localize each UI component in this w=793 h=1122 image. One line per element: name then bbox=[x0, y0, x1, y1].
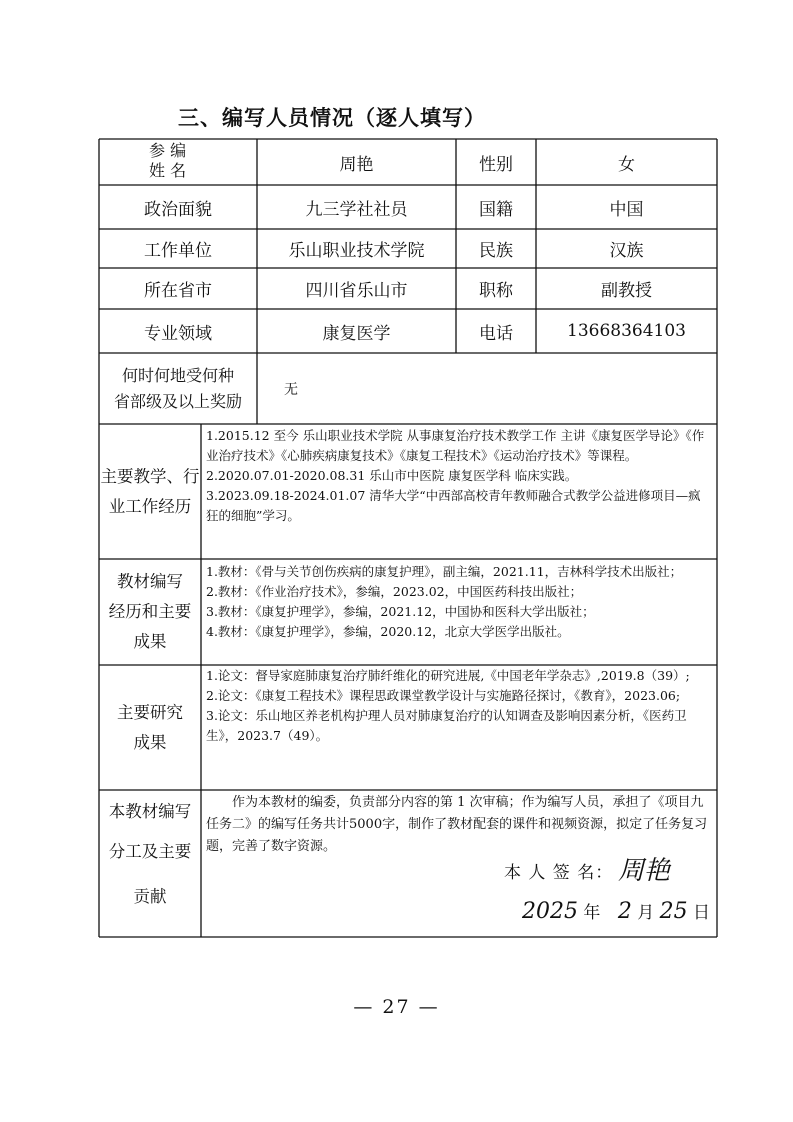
work-unit-value: 乐山职业技术学院 bbox=[288, 241, 425, 261]
awards-label bbox=[99, 353, 257, 424]
textbook-label-line-3: 成果 bbox=[133, 632, 167, 651]
ethnicity-label: 民族 bbox=[479, 241, 513, 261]
textbook-label bbox=[99, 559, 201, 665]
experience-label-line-1: 主要教学、行 bbox=[100, 466, 200, 486]
experience-list bbox=[206, 426, 711, 526]
experience-item: 3.2023.09.18-2024.01.07 清华大学“中西部高校青年教师融合式教学公益进修项目—疯狂的细胞”学习。 bbox=[206, 488, 701, 523]
research-item: 1.论文：督导家庭肺康复治疗肺纤维化的研究进展,《中国老年学杂志》,2019.8（39）; bbox=[206, 668, 690, 683]
province-label: 所在省市 bbox=[144, 281, 212, 301]
signature-date bbox=[522, 898, 710, 924]
name-label-top: 参 编 bbox=[149, 141, 187, 160]
research-item: 2.论文：《康复工程技术》课程思政课堂教学设计与实施路径探讨，《教育》，2023.06; bbox=[206, 688, 681, 703]
political-label: 政治面貌 bbox=[144, 199, 212, 220]
awards-value: 无 bbox=[284, 381, 298, 398]
date-year-suffix: 年 bbox=[583, 903, 601, 923]
textbook-label-line-1: 教材编写 bbox=[117, 572, 183, 591]
date-day: 25 bbox=[659, 899, 688, 924]
signature: 周艳 bbox=[618, 856, 671, 886]
textbook-item: 4.教材：《康复护理学》，参编，2020.12，北京大学医学出版社。 bbox=[206, 624, 570, 639]
nationality-label: 国籍 bbox=[479, 199, 513, 220]
research-label-line-1: 主要研究 bbox=[117, 702, 183, 722]
name-label bbox=[99, 141, 257, 183]
research-list bbox=[206, 666, 711, 746]
research-label bbox=[99, 665, 201, 790]
phone-label: 电话 bbox=[479, 323, 513, 344]
phone-value: 13668364103 bbox=[567, 321, 686, 341]
experience-label-line-2: 业工作经历 bbox=[108, 496, 192, 516]
page-number: — 27 — bbox=[353, 996, 440, 1018]
contribution-label-line-2: 分工及主要 bbox=[108, 842, 192, 861]
experience-label bbox=[99, 424, 201, 559]
name-label-bottom: 姓 名 bbox=[149, 161, 187, 180]
research-label-line-2: 成果 bbox=[133, 732, 167, 752]
gender-value: 女 bbox=[618, 154, 635, 175]
section-title: 三、编写人员情况（逐人填写） bbox=[178, 106, 486, 130]
contribution-text: 作为本教材的编委，负责部分内容的第 1 次审稿；作为编写人员，承担了《项目九任务二》的编写任务共计5000字，制作了教材配套的课件和视频资源，拟定了任务复习题，完善了数字资源。 bbox=[206, 795, 708, 854]
date-month-suffix: 月 bbox=[637, 903, 655, 923]
contribution-label-line-1: 本教材编写 bbox=[108, 802, 192, 821]
textbook-item: 3.教材：《康复护理学》，参编，2021.12，中国协和医科大学出版社； bbox=[206, 604, 595, 619]
textbook-list bbox=[206, 562, 711, 642]
experience-item: 1.2015.12 至今 乐山职业技术学院 从事康复治疗技术教学工作 主讲《康复医学导论》《作业治疗技术》《心肺疾病康复技术》《康复工程技术》《运动治疗技术》等课程。 bbox=[206, 428, 705, 463]
experience-item: 2.2020.07.01-2020.08.31 乐山市中医院 康复医学科 临床实践。 bbox=[206, 468, 578, 483]
awards-label-line-1: 何时何地受何种 bbox=[121, 365, 234, 385]
gender-label: 性别 bbox=[479, 154, 513, 175]
date-year: 2025 bbox=[522, 899, 578, 924]
title-value: 副教授 bbox=[601, 281, 652, 301]
political-value: 九三学社社员 bbox=[305, 199, 408, 220]
ethnicity-value: 汉族 bbox=[609, 241, 644, 261]
awards-label-line-2: 省部级及以上奖励 bbox=[113, 391, 242, 411]
field-value: 康复医学 bbox=[322, 323, 391, 344]
contribution-label-line-3: 贡献 bbox=[133, 887, 167, 906]
textbook-item: 1.教材：《骨与关节创伤疾病的康复护理》，副主编，2021.11，吉林科学技术出版社； bbox=[206, 564, 683, 579]
nationality-value: 中国 bbox=[609, 199, 644, 220]
work-unit-label: 工作单位 bbox=[144, 241, 212, 261]
signature-label: 本 人 签 名： bbox=[504, 863, 614, 883]
name-value: 周艳 bbox=[339, 154, 374, 175]
contribution-label bbox=[99, 790, 201, 937]
textbook-item: 2.教材：《作业治疗技术》，参编，2023.02，中国医药科技出版社； bbox=[206, 584, 583, 599]
date-month: 2 bbox=[617, 899, 632, 924]
research-item: 3.论文：乐山地区养老机构护理人员对肺康复治疗的认知调查及影响因素分析，《医药卫生》，2023.7（49）。 bbox=[206, 708, 687, 743]
date-day-suffix: 日 bbox=[693, 903, 711, 923]
field-label: 专业领域 bbox=[144, 323, 212, 344]
textbook-label-line-2: 经历和主要 bbox=[108, 602, 192, 621]
title-label: 职称 bbox=[479, 281, 513, 301]
province-value: 四川省乐山市 bbox=[305, 281, 408, 301]
